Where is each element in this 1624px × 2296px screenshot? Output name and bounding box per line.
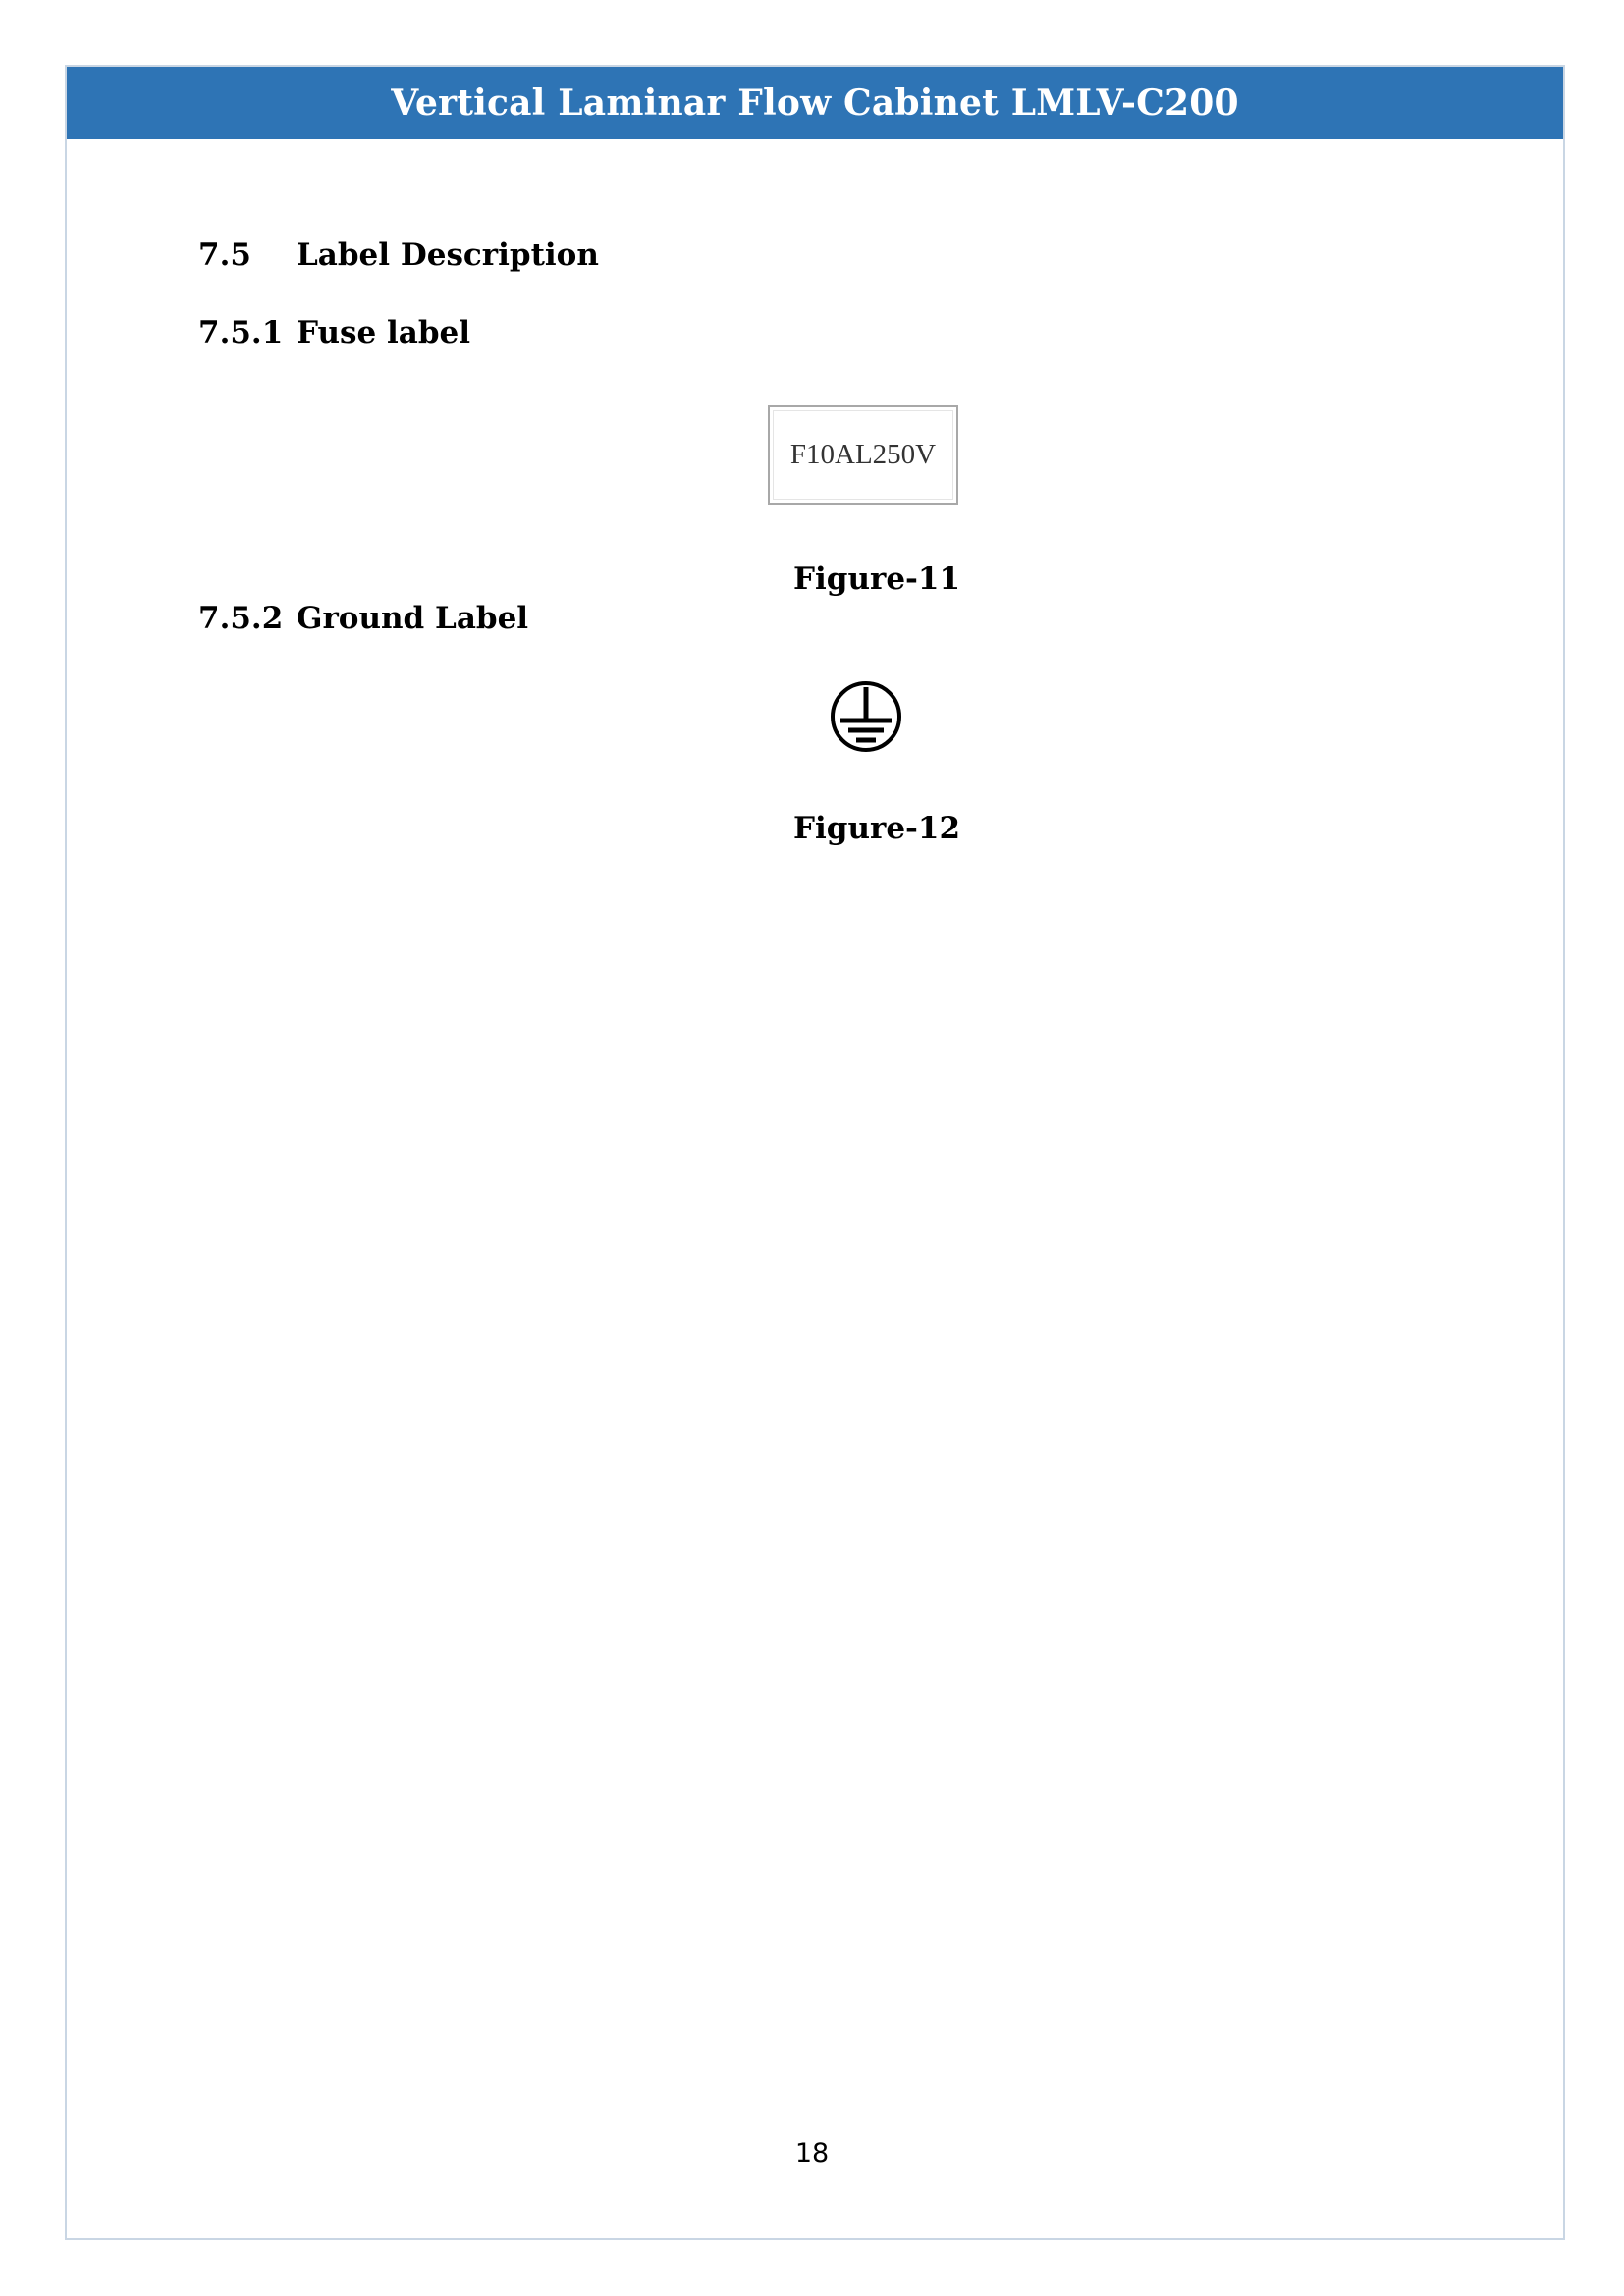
fuse-label-figure [768, 405, 958, 505]
section-heading-7-5-2 [198, 601, 528, 636]
section-title: Ground Label [297, 601, 529, 636]
section-title: Fuse label [297, 315, 471, 350]
section-heading-7-5-1 [198, 315, 470, 350]
section-title: Label Description [297, 238, 599, 273]
page-number: 18 [794, 2138, 830, 2168]
section-heading-7-5 [198, 238, 599, 273]
ground-icon [829, 679, 903, 754]
page-header [67, 67, 1563, 139]
page-header-title: Vertical Laminar Flow Cabinet LMLV-C200 [391, 82, 1239, 124]
page-frame [65, 65, 1565, 2240]
section-number: 7.5.2 [198, 601, 284, 636]
fuse-label-text: F10AL250V [789, 439, 937, 470]
figure-12-caption: Figure-12 [793, 811, 961, 846]
section-number: 7.5 [198, 238, 251, 273]
figure-11-caption: Figure-11 [793, 561, 961, 597]
section-number: 7.5.1 [198, 315, 284, 350]
